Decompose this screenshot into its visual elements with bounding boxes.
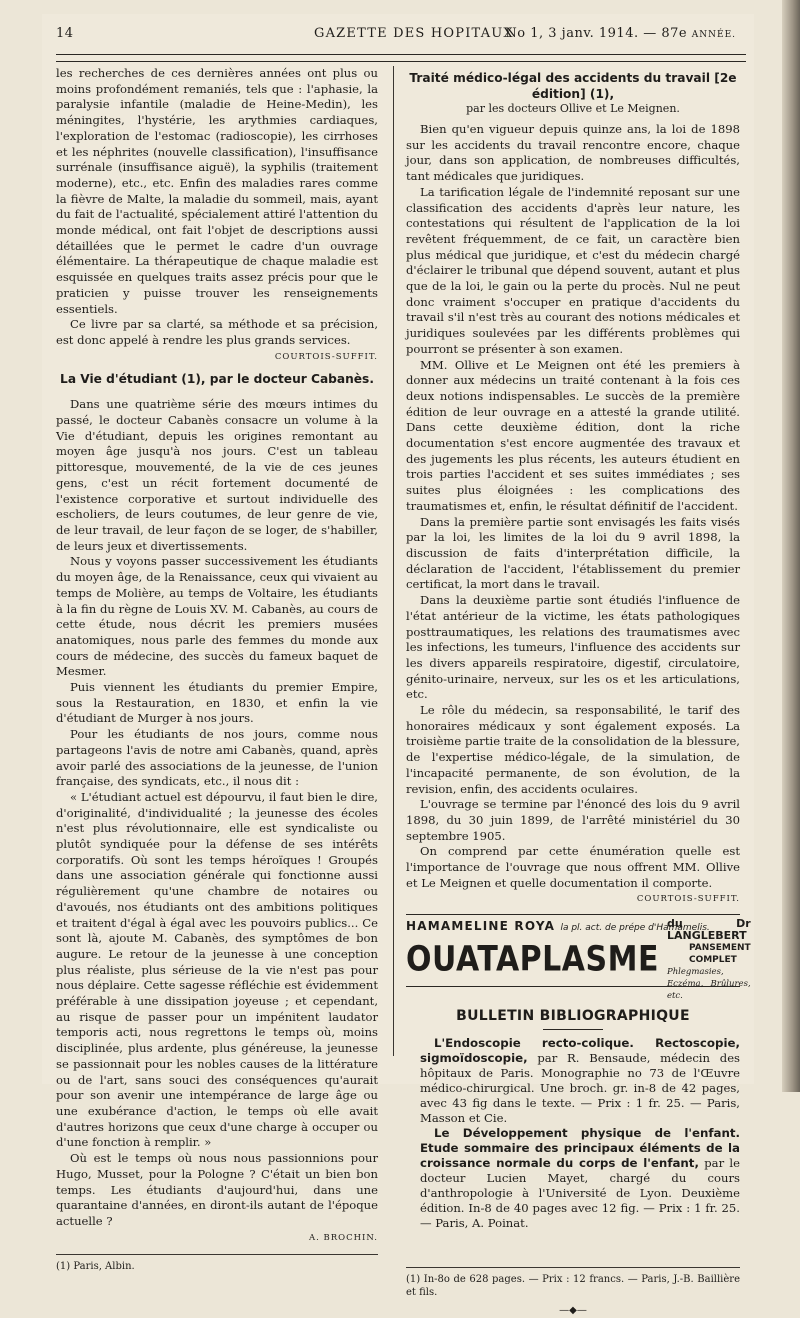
review2-paragraph: Dans une quatrième série des mœurs intimes du passé, le docteur Cabanès consacre un volume à la Vie d'étudiant, depuis les origines remontant au moyen âge jusqu'à nos jours. C'est un tableau pittoresque, mouvementé, de la vie de ces jeunes gens, c'est un récit fortement documenté de l'existence corporative et surtout individuelle des escholiers, de leurs coutumes, de leur genre de vie, de leur travail, de leur façon de se loger, de s'habiller, de leurs jeux et divertissements. [56, 397, 378, 553]
biblio-details: par le docteur Lucien Mayet, chargé du cours d'anthropologie à l'Université de Lyon. Deuxième édition. In-8 de 40 pages avec 12 fig. — Prix : 1 fr. 25. — Paris, A. Poinat. [420, 1155, 740, 1230]
advertisement [406, 914, 751, 1001]
biblio-entry [406, 1126, 740, 1231]
header-rule [56, 54, 746, 62]
page-number: 14 [56, 26, 74, 41]
footnote: (1) In-8o de 628 pages. — Prix : 12 francs. — Paris, J.-B. Baillière et fils. [406, 1273, 740, 1298]
biblio-title: Le Développement physique de l'enfant. Etude sommaire des principaux éléments de la croissance normale du corps de l'enfant, [420, 1125, 740, 1170]
issue-info [505, 26, 736, 41]
page-header [56, 26, 754, 48]
column-divider [393, 66, 394, 1056]
section-heading: BULLETIN BIBLIOGRAPHIQUE [456, 1007, 690, 1024]
footnote-rule [406, 1267, 740, 1268]
biblio-title: L'Endoscopie recto-colique. Rectoscopie, sigmoïdoscopie, [420, 1035, 740, 1065]
issue-annee: ANNÉE. [691, 30, 736, 40]
review3-paragraph: Dans la première partie sont envisagés les faits visés par la loi, les limites de la loi du 9 avril 1898, la discussion de faits d'interprétation difficile, la déclaration de l'accident, l'établissement du premier certificat, la mort dans le travail. [406, 514, 740, 592]
signature: COURTOIS-SUFFIT. [636, 894, 740, 905]
review3-paragraph: Le rôle du médecin, sa responsabilité, le tarif des honoraires médicaux y sont également exposés. La troisième partie traite de la consolidation de la blessure, de l'expertise médico-légale, de la simulation, de l'incapacité permanente, de son évolution, de la revision, enfin, des accidents oculaires. [406, 703, 740, 796]
ad-maker: du Dr LANGLEBERT [666, 916, 751, 942]
review-authors: par les docteurs Ollive et Le Meignen. [466, 102, 680, 115]
ad-brand: OUATAPLASME [406, 939, 659, 980]
review2-quote: « L'étudiant actuel est dépourvu, il faut bien le dire, d'originalité, d'individualité ; la jeunesse des écoles n'est plus révolutionnaire, elle est syndicaliste ou plutôt syndiquée pour la défense de ses intérêts corporatifs. Où sont les temps héroïques ! Groupés dans une association générale qui fonctionne aussi régulièrement qu'une chambre de notaires ou d'avoués, nos étudiants ont des ambitions politiques et traitent d'égal à égal avec les pouvoirs publics... Ce sont là, ajoute M. Cabanès, des symptômes de bon augure. Le retour de la jeunesse à une conception plus réaliste, plus sérieuse de la vie n'est pas pour nous déplaire. Cette sagesse réfléchie est évidemment préférable à une dissipation joyeuse ; et cependant, au risque de passer pour un impénitent laudator temporis acti, nous regrettons le temps où, moins disciplinée, plus ardente, plus généreuse, la jeunesse se passionnait pour les nobles causes de la littérature ou de l'art, sans souci des conséquences qu'aurait pour son avenir une intempérance de large âge ou une exubérance d'action, le temps où elle avait d'autres horizons que ceux d'une charge à occuper ou d'une fonction à remplir. » [56, 789, 378, 1150]
review-title: La Vie d'étudiant (1), par le docteur Cabanès. [60, 372, 374, 387]
ad-product: HAMAMELINE ROYA [406, 919, 556, 934]
review3-paragraph: L'ouvrage se termine par l'énoncé des lois du 9 avril 1898, du 30 juin 1899, de l'arrêté ministériel du 30 septembre 1905. [406, 797, 740, 843]
signature: A. BROCHIN. [308, 1232, 378, 1243]
footnote-rule [56, 1254, 378, 1255]
review3-paragraph: Bien qu'en vigueur depuis quinze ans, la loi de 1898 sur les accidents du travail rencontre encore, chaque jour, dans son application, de nombreuses difficultés, tant médicales que juridiques. [406, 122, 740, 184]
ad-tagline: PANSEMENT COMPLET [688, 942, 751, 965]
page-binding-edge [782, 0, 800, 1092]
review2-paragraph: Pour les étudiants de nos jours, comme nous partageons l'avis de notre ami Cabanès, quand, après avoir parlé des associations de la jeunesse, de l'union française, des syndicats, etc., il nous dit : [56, 727, 378, 789]
issue-date: No 1, 3 janv. 1914. — 87e [505, 26, 688, 41]
left-column [56, 66, 378, 1273]
review2-paragraph: Où est le temps où nous nous passionnions pour Hugo, Musset, pour la Pologne ? C'était un bien bon temps. Les étudiants d'aujourd'hui, dans une quarantaine d'années, en diront-ils autant de l'époque actuelle ? [56, 1151, 378, 1228]
review-title: Traité médico-légal des accidents du travail [2e édition] (1), [409, 71, 737, 101]
review3-paragraph: On comprend par cette énumération quelle est l'importance de l'ouvrage que nous offrent MM. Ollive et Le Meignen et quelle documentation il comporte. [406, 844, 740, 890]
heading-rule [543, 1029, 603, 1030]
review1-paragraph: les recherches de ces dernières années ont plus ou moins profondément remaniés, tels que : l'aphasie, la paralysie infantile (maladie de Heine-Medin), les méningites, l'hystérie, les arythmies cardiaques, l'exploration de l'estomac (radioscopie), les cirrhoses et les néphrites (nouvelle classification), l'insuffisance surrénale (insuffisance aiguë), la syphilis (traitement moderne), etc., etc. Enfin des maladies rares comme la fièvre de Malte, la maladie du sommeil, mais, ayant du fait de l'actualité, spécialement attiré l'attention du monde médical, ont fait l'objet de descriptions aussi détaillées que le permet le cadre d'un ouvrage élémentaire. La thérapeutique de chaque maladie est esquissée en quelques traits assez précis pour que le praticien y puisse trouver les renseignements essentiels. [56, 66, 378, 316]
signature: COURTOIS-SUFFIT. [274, 351, 378, 362]
biblio-details: par R. Bensaude, médecin des hôpitaux de Paris. Monographie no 73 de l'Œuvre médico-chirurgical. Une broch. gr. in-8 de 42 pages, avec 43 fig dans le texte. — Prix : 1 fr. 25. — Paris, Masson et Cie. [420, 1050, 741, 1125]
biblio-entry [406, 1036, 740, 1126]
review2-paragraph: Puis viennent les étudiants du premier Empire, sous la Restauration, en 1830, et enfin la vie d'étudiant de Murger à nos jours. [56, 680, 378, 726]
review1-paragraph: Ce livre par sa clarté, sa méthode et sa précision, est donc appelé à rendre les plus grands services. [56, 317, 378, 347]
journal-title: GAZETTE DES HOPITAUX [314, 26, 514, 41]
right-column [406, 66, 751, 1318]
review3-paragraph: Dans la deuxième partie sont étudiés l'influence de l'état antérieur de la victime, les états pathologiques posttraumatiques, les relations des traumatismes avec les infections, les tumeurs, l'influence des accidents sur les divers appareils respiratoire, digestif, circulatoire, génito-urinaire, nerveux, sur les os et les articulations, etc. [406, 593, 740, 702]
review2-paragraph: Nous y voyons passer successivement les étudiants du moyen âge, de la Renaissance, ceux qui vivaient au temps de Molière, au temps de Voltaire, les étudiants à la fin du règne de Louis XV. M. Cabanès, au cours de cette étude, nous décrit les premiers musées anatomiques, nous parle des femmes du monde aux cours de médecine, des succès du fameux baquet de Mesmer. [56, 554, 378, 679]
review3-paragraph: MM. Ollive et Le Meignen ont été les premiers à donner aux médecins un traité contenant à la fois ces deux notions indispensables. Le succès de la première édition de leur ouvrage en a attesté la grande utilité. Dans cette deuxième édition, dont la riche documentation s'est encore augmentée des travaux et des jugements les plus récents, les auteurs étudient en trois parties l'accident et ses suites immédiates ; ses suites plus éloignées : les complications des traumatismes et, enfin, le résultat définitif de l'accident. [406, 357, 740, 513]
ornament-divider: —◆— [559, 1304, 587, 1316]
newspaper-page [42, 14, 754, 1316]
footnote: (1) Paris, Albin. [56, 1261, 135, 1273]
ad-product-note: la pl. act. de prépe d'Hamamelis. [560, 923, 710, 934]
ad-uses: Phlegmasies, Eczéma, Brûlures, etc. [666, 966, 751, 1001]
ad-details [667, 918, 751, 1002]
review3-paragraph: La tarification légale de l'indemnité reposant sur une classification des accidents d'après leur nature, les contestations qui résultent de l'application de la loi revêtent fréquemment, de ce fait, un caractère bien plus médical que juridique, et c'est du médecin chargé d'éclairer le tribunal que dépend souvent, autant et plus que de la loi, le gain ou la perte du procès. Nul ne peut donc vraiment s'occuper en pratique d'accidents du travail s'il n'est très au courant des notions médicales et juridiques soulevées par les différents problèmes qui pourront se présenter à son examen. [406, 184, 740, 356]
